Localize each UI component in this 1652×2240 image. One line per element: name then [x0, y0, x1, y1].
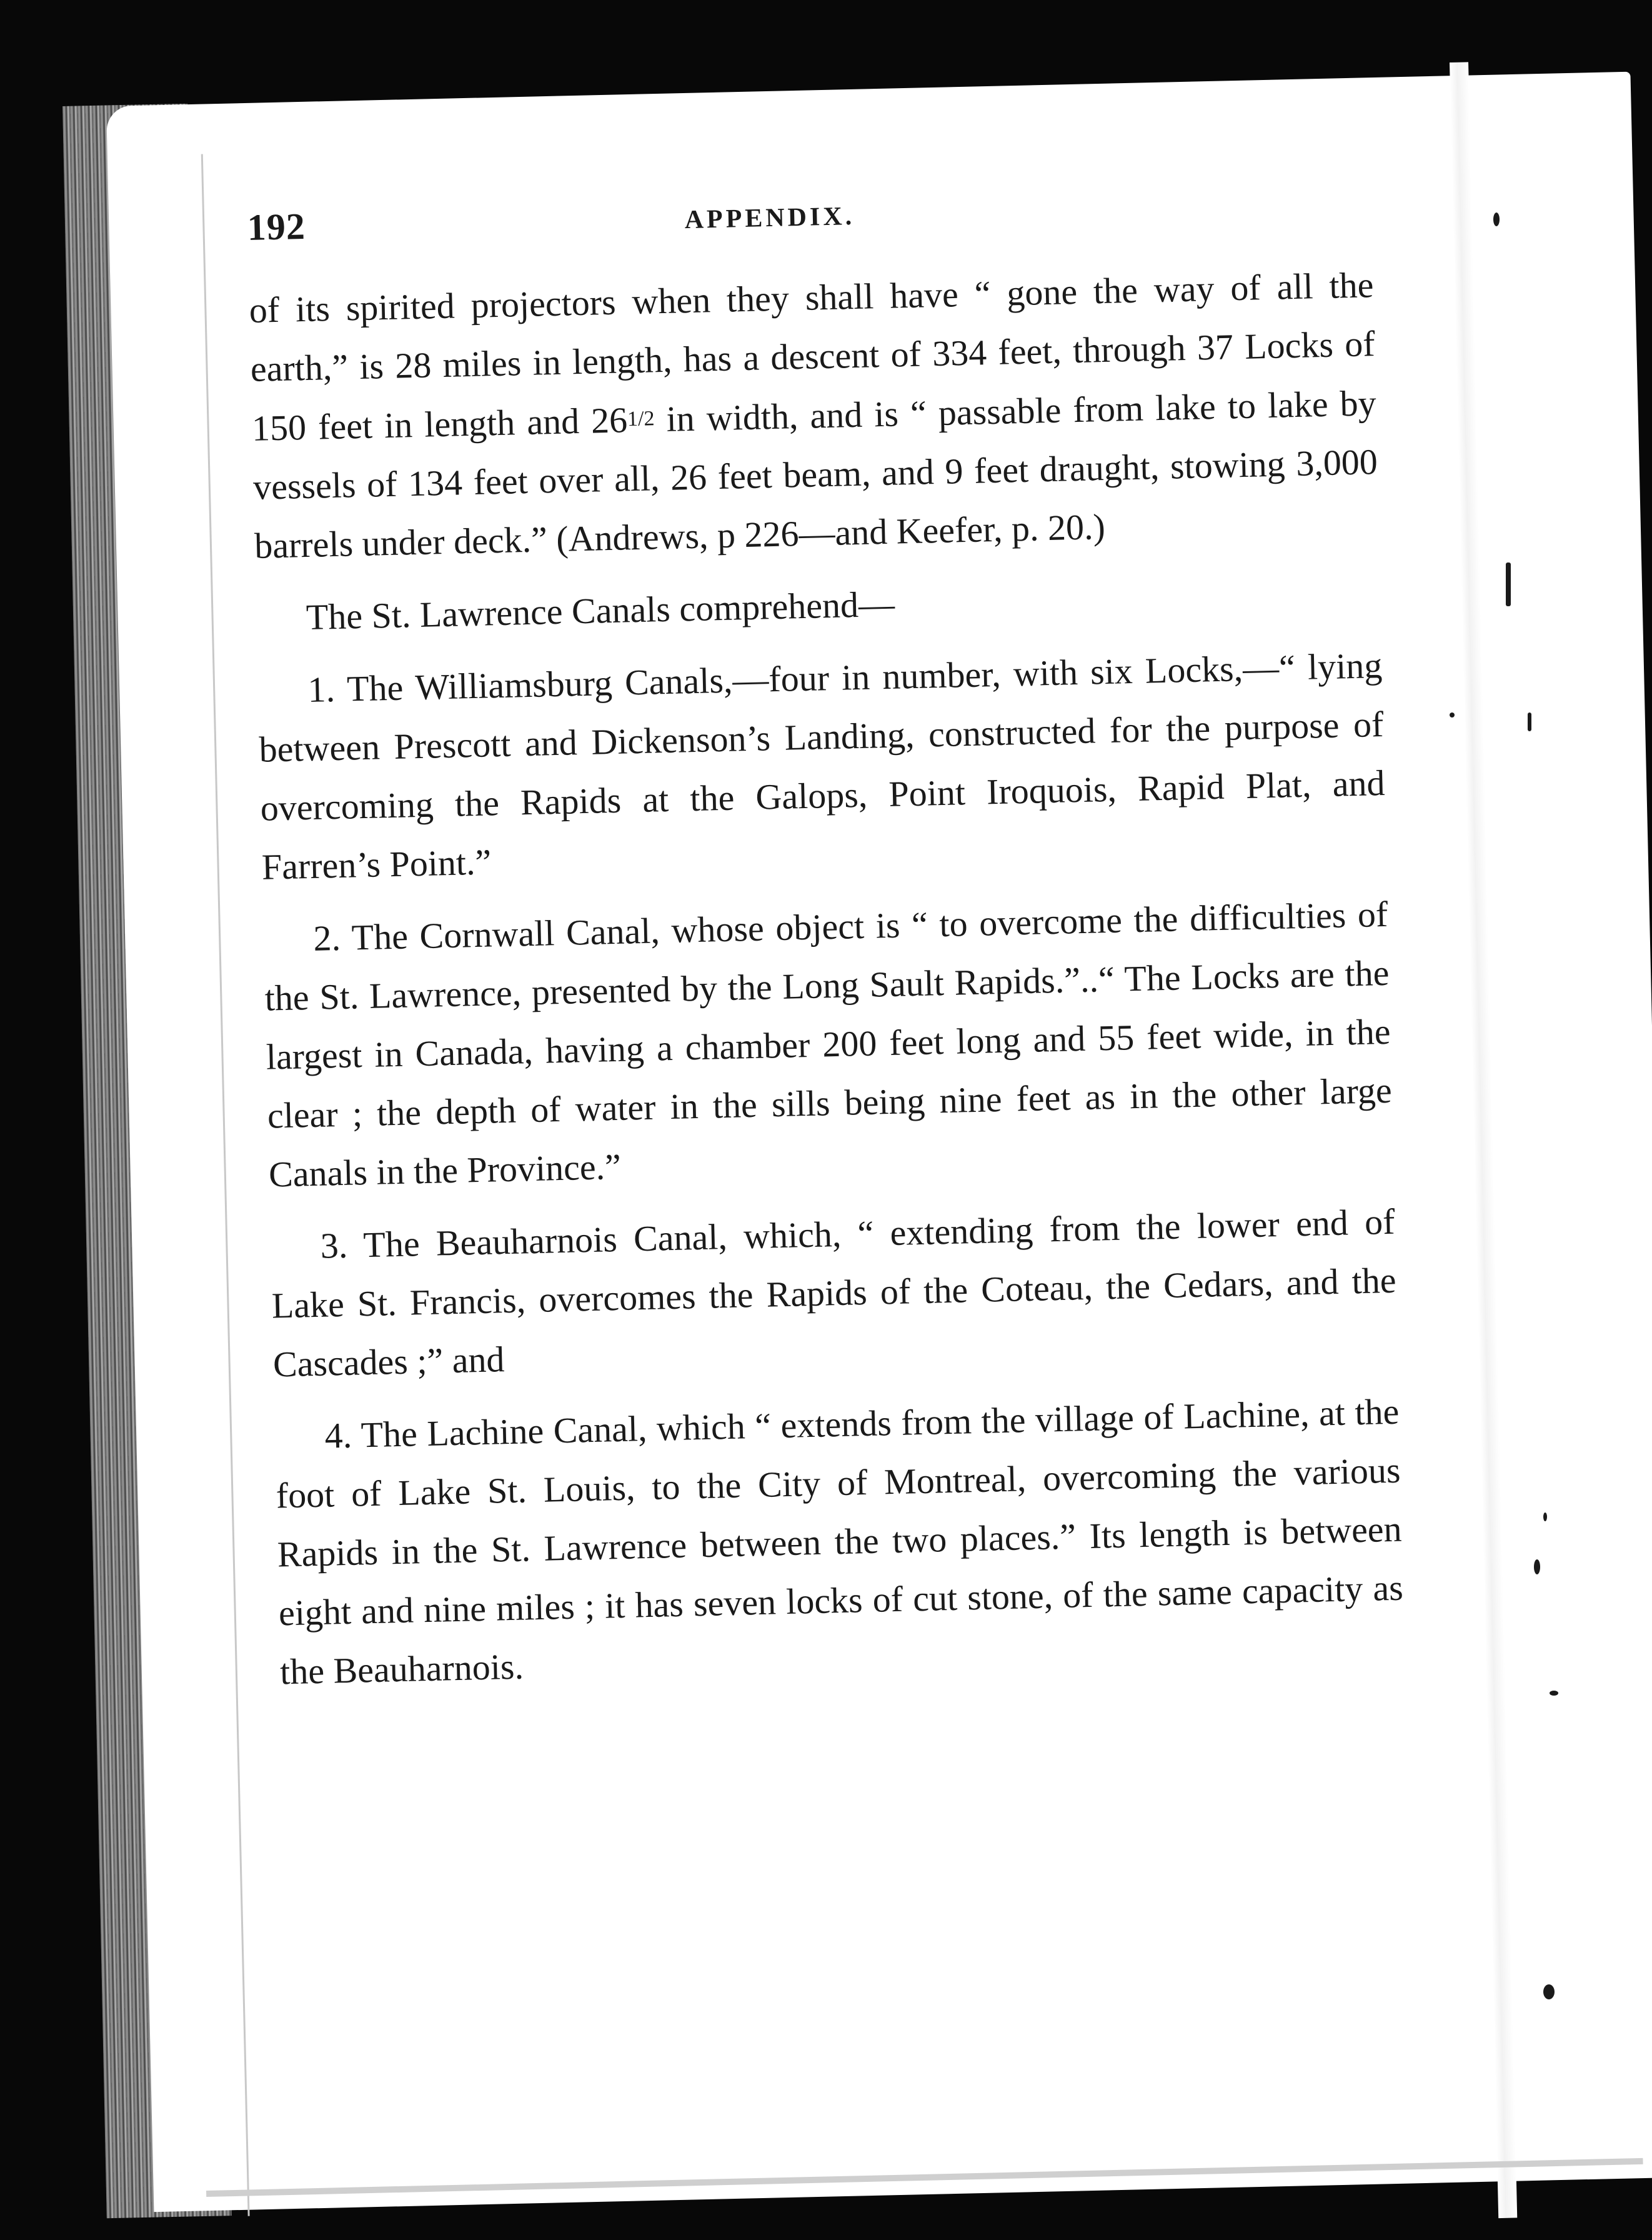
list-item-cornwall: 2. The Cornwall Canal, whose object is “ to overcome the difficulties of the St. Lawrence, presented by the Long Sault Rapids.”..“ The Locks are the largest in Canada, having a chamber 200 feet long and 55 feet wide, in the clear ; the depth of water in the sills being nine feet as in the other large Canals in the Province.” [264, 893, 1393, 1195]
speck [1450, 712, 1455, 718]
speck [1493, 212, 1500, 226]
paragraph-continued-part-a: of its spirited projectors when they shall have “ gone the way of all the earth,” is 28 miles in length, has a descent of 334 feet, through 37 Locks of 150 feet in length and 26 [249, 264, 1376, 449]
page-fold-line [201, 154, 250, 2216]
fraction-one-half: 1/2 [627, 407, 655, 431]
speck [1528, 712, 1531, 731]
speck [1550, 1691, 1558, 1696]
speck [1543, 1984, 1555, 1999]
list-item-williamsburg: 1. The Williamsburg Canals,—four in number, with six Locks,—“ lying between Prescott and Dickenson’s Landing, constructed for the purpose of overcoming the Rapids at the Galops, Point Iroquois, Rapid Plat, and Farren’s Point.” [258, 644, 1386, 888]
speck [1543, 1512, 1547, 1521]
list-item-beauharnois: 3. The Beauharnois Canal, which, “ extending from the lower end of Lake St. Francis, overcomes the Rapids of the Coteau, the Cedars, and the Cascades ;” and [271, 1201, 1397, 1385]
paragraph-continued-part-b: in width, and is “ passable from lake to lake by vessels of 134 feet over all, 26 feet beam, and 9 feet draught, stowing 3,000 barrels under deck.” (Andrews, p 226—and Keefer, p. 20.) [252, 382, 1378, 566]
speck [1506, 562, 1511, 606]
list-item-lachine: 4. The Lachine Canal, which “ extends from the village of Lachine, at the foot of Lake St. Louis, to the City of Montreal, overcoming the various Rapids in the St. Lawrence between the two places.” Its length is between eight and nine miles ; it has seven locks of cut stone, of the same capacity as the Beauharnois. [276, 1391, 1404, 1692]
paragraph-intro: The St. Lawrence Canals comprehend— [306, 583, 895, 638]
speck [1534, 1559, 1540, 1574]
page-number: 192 [247, 205, 306, 248]
page-text [247, 181, 1405, 1701]
running-title: APPENDIX. [684, 201, 855, 235]
paragraph-continued [249, 256, 1380, 576]
